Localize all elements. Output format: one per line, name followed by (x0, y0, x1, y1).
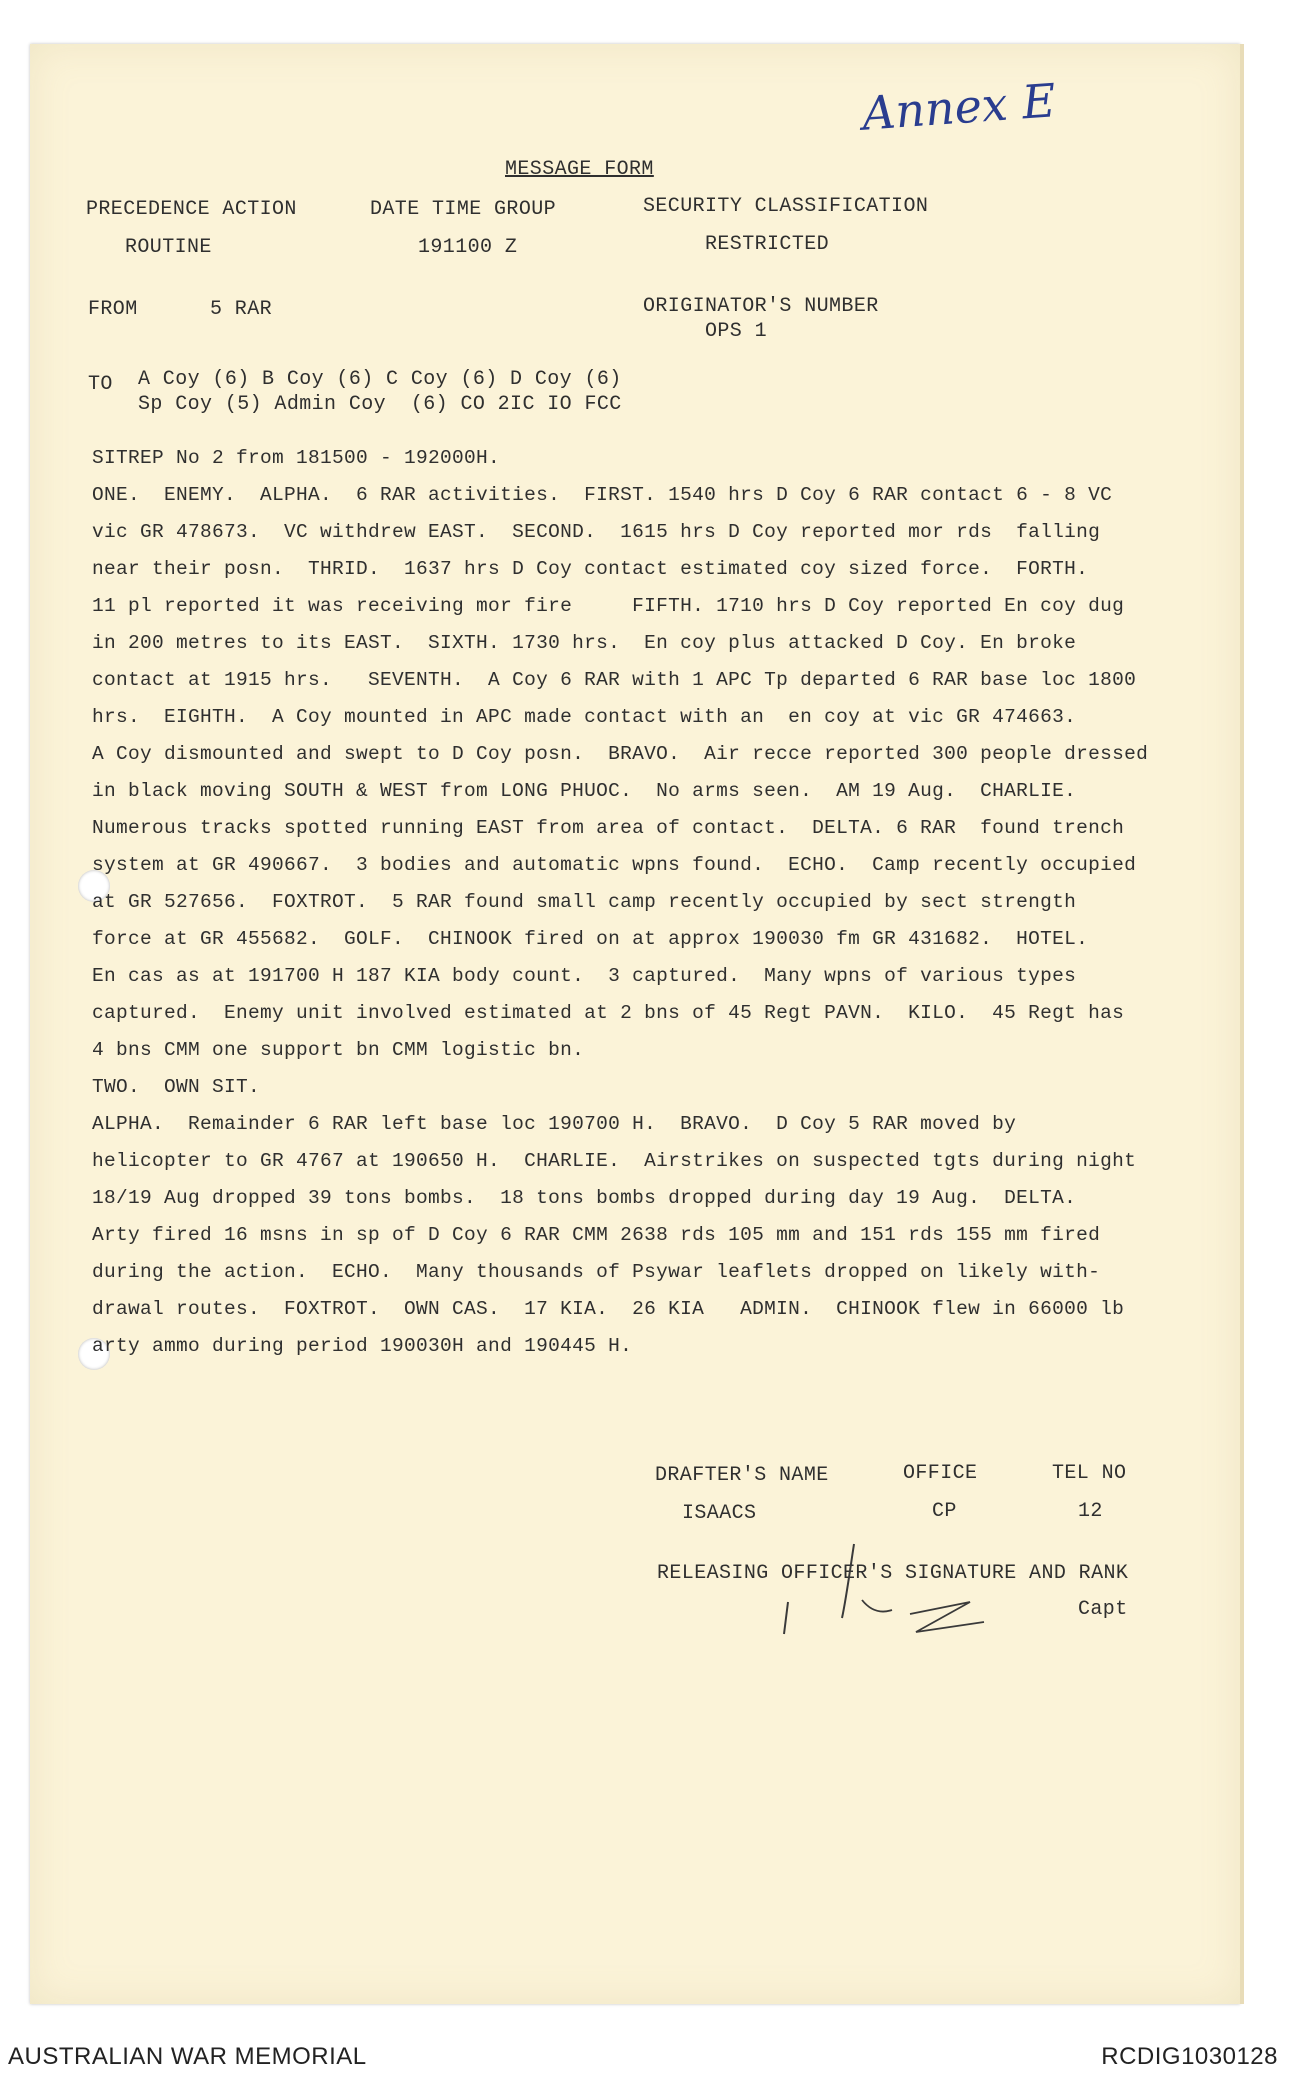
body-line: system at GR 490667. 3 bodies and automatic wpns found. ECHO. Camp recently occupied (92, 854, 1137, 876)
body-line: 11 pl reported it was receiving mor fire FIFTH. 1710 hrs D Coy reported En coy dug (92, 595, 1125, 617)
from-label: FROM (88, 298, 138, 321)
from-value: 5 RAR (210, 298, 273, 321)
body-line: in black moving SOUTH & WEST from LONG PHUOC. No arms seen. AM 19 Aug. CHARLIE. (92, 780, 1077, 802)
precedence-value: ROUTINE (125, 236, 212, 259)
body-line: during the action. ECHO. Many thousands of Psywar leaflets dropped on likely with- (92, 1261, 1101, 1283)
body-line: force at GR 455682. GOLF. CHINOOK fired on at approx 190030 fm GR 431682. HOTEL. (92, 928, 1089, 950)
body-line: vic GR 478673. VC withdrew EAST. SECOND. 1615 hrs D Coy reported mor rds falling (92, 521, 1101, 543)
body-line: Numerous tracks spotted running EAST from area of contact. DELTA. 6 RAR found trench (92, 817, 1125, 839)
releasing-label: RELEASING OFFICER'S SIGNATURE AND RANK (657, 1562, 1129, 1585)
office-label: OFFICE (903, 1462, 978, 1485)
security-label: SECURITY CLASSIFICATION (643, 195, 929, 218)
body-line: near their posn. THRID. 1637 hrs D Coy contact estimated coy sized force. FORTH. (92, 558, 1089, 580)
message-form-paper (30, 44, 1240, 2004)
body-line: Arty fired 16 msns in sp of D Coy 6 RAR CMM 2638 rds 105 mm and 151 rds 155 mm fired (92, 1224, 1101, 1246)
body-line: helicopter to GR 4767 at 190650 H. CHARLIE. Airstrikes on suspected tgts during night (92, 1150, 1137, 1172)
form-title: MESSAGE FORM (505, 158, 654, 181)
annex-annotation: Annex E (860, 73, 1058, 141)
drafter-value: ISAACS (682, 1502, 757, 1525)
body-line: ONE. ENEMY. ALPHA. 6 RAR activities. FIRST. 1540 hrs D Coy 6 RAR contact 6 - 8 VC (92, 484, 1113, 506)
footer-institution: AUSTRALIAN WAR MEMORIAL (8, 2043, 367, 2070)
drafter-label: DRAFTER'S NAME (655, 1464, 829, 1487)
body-line: captured. Enemy unit involved estimated at 2 bns of 45 Regt PAVN. KILO. 45 Regt has (92, 1002, 1125, 1024)
to-line-1: A Coy (6) B Coy (6) C Coy (6) D Coy (6) (138, 368, 622, 391)
body-line: contact at 1915 hrs. SEVENTH. A Coy 6 RAR with 1 APC Tp departed 6 RAR base loc 1800 (92, 669, 1137, 691)
body-line: at GR 527656. FOXTROT. 5 RAR found small camp recently occupied by sect strength (92, 891, 1077, 913)
originator-value: OPS 1 (705, 320, 768, 343)
to-line-2: Sp Coy (5) Admin Coy (6) CO 2IC IO FCC (138, 393, 622, 416)
body-line: A Coy dismounted and swept to D Coy posn. BRAVO. Air recce reported 300 people dressed (92, 743, 1149, 765)
body-line: 4 bns CMM one support bn CMM logistic bn. (92, 1039, 585, 1061)
tel-label: TEL NO (1052, 1462, 1127, 1485)
footer-record-id: RCDIG1030128 (1101, 2043, 1278, 2070)
body-line: 18/19 Aug dropped 39 tons bombs. 18 tons bombs dropped during day 19 Aug. DELTA. (92, 1187, 1077, 1209)
security-value: RESTRICTED (705, 233, 830, 256)
body-line: ALPHA. Remainder 6 RAR left base loc 190700 H. BRAVO. D Coy 5 RAR moved by (92, 1113, 1017, 1135)
to-label: TO (88, 373, 113, 396)
handwritten-signature (770, 1540, 1000, 1640)
body-line: TWO. OWN SIT. (92, 1076, 261, 1098)
body-line: En cas as at 191700 H 187 KIA body count. 3 captured. Many wpns of various types (92, 965, 1077, 987)
precedence-label: PRECEDENCE ACTION (86, 198, 297, 221)
body-line: in 200 metres to its EAST. SIXTH. 1730 hrs. En coy plus attacked D Coy. En broke (92, 632, 1077, 654)
body-line: drawal routes. FOXTROT. OWN CAS. 17 KIA. 26 KIA ADMIN. CHINOOK flew in 66000 lb (92, 1298, 1125, 1320)
dtg-label: DATE TIME GROUP (370, 198, 557, 221)
rank-value: Capt (1078, 1598, 1128, 1621)
body-line: SITREP No 2 from 181500 - 192000H. (92, 447, 501, 469)
originator-label: ORIGINATOR'S NUMBER (643, 295, 879, 318)
tel-value: 12 (1078, 1500, 1103, 1523)
body-line: hrs. EIGHTH. A Coy mounted in APC made contact with an en coy at vic GR 474663. (92, 706, 1077, 728)
dtg-value: 191100 Z (418, 236, 518, 259)
body-line: arty ammo during period 190030H and 190445 H. (92, 1335, 633, 1357)
office-value: CP (932, 1500, 957, 1523)
